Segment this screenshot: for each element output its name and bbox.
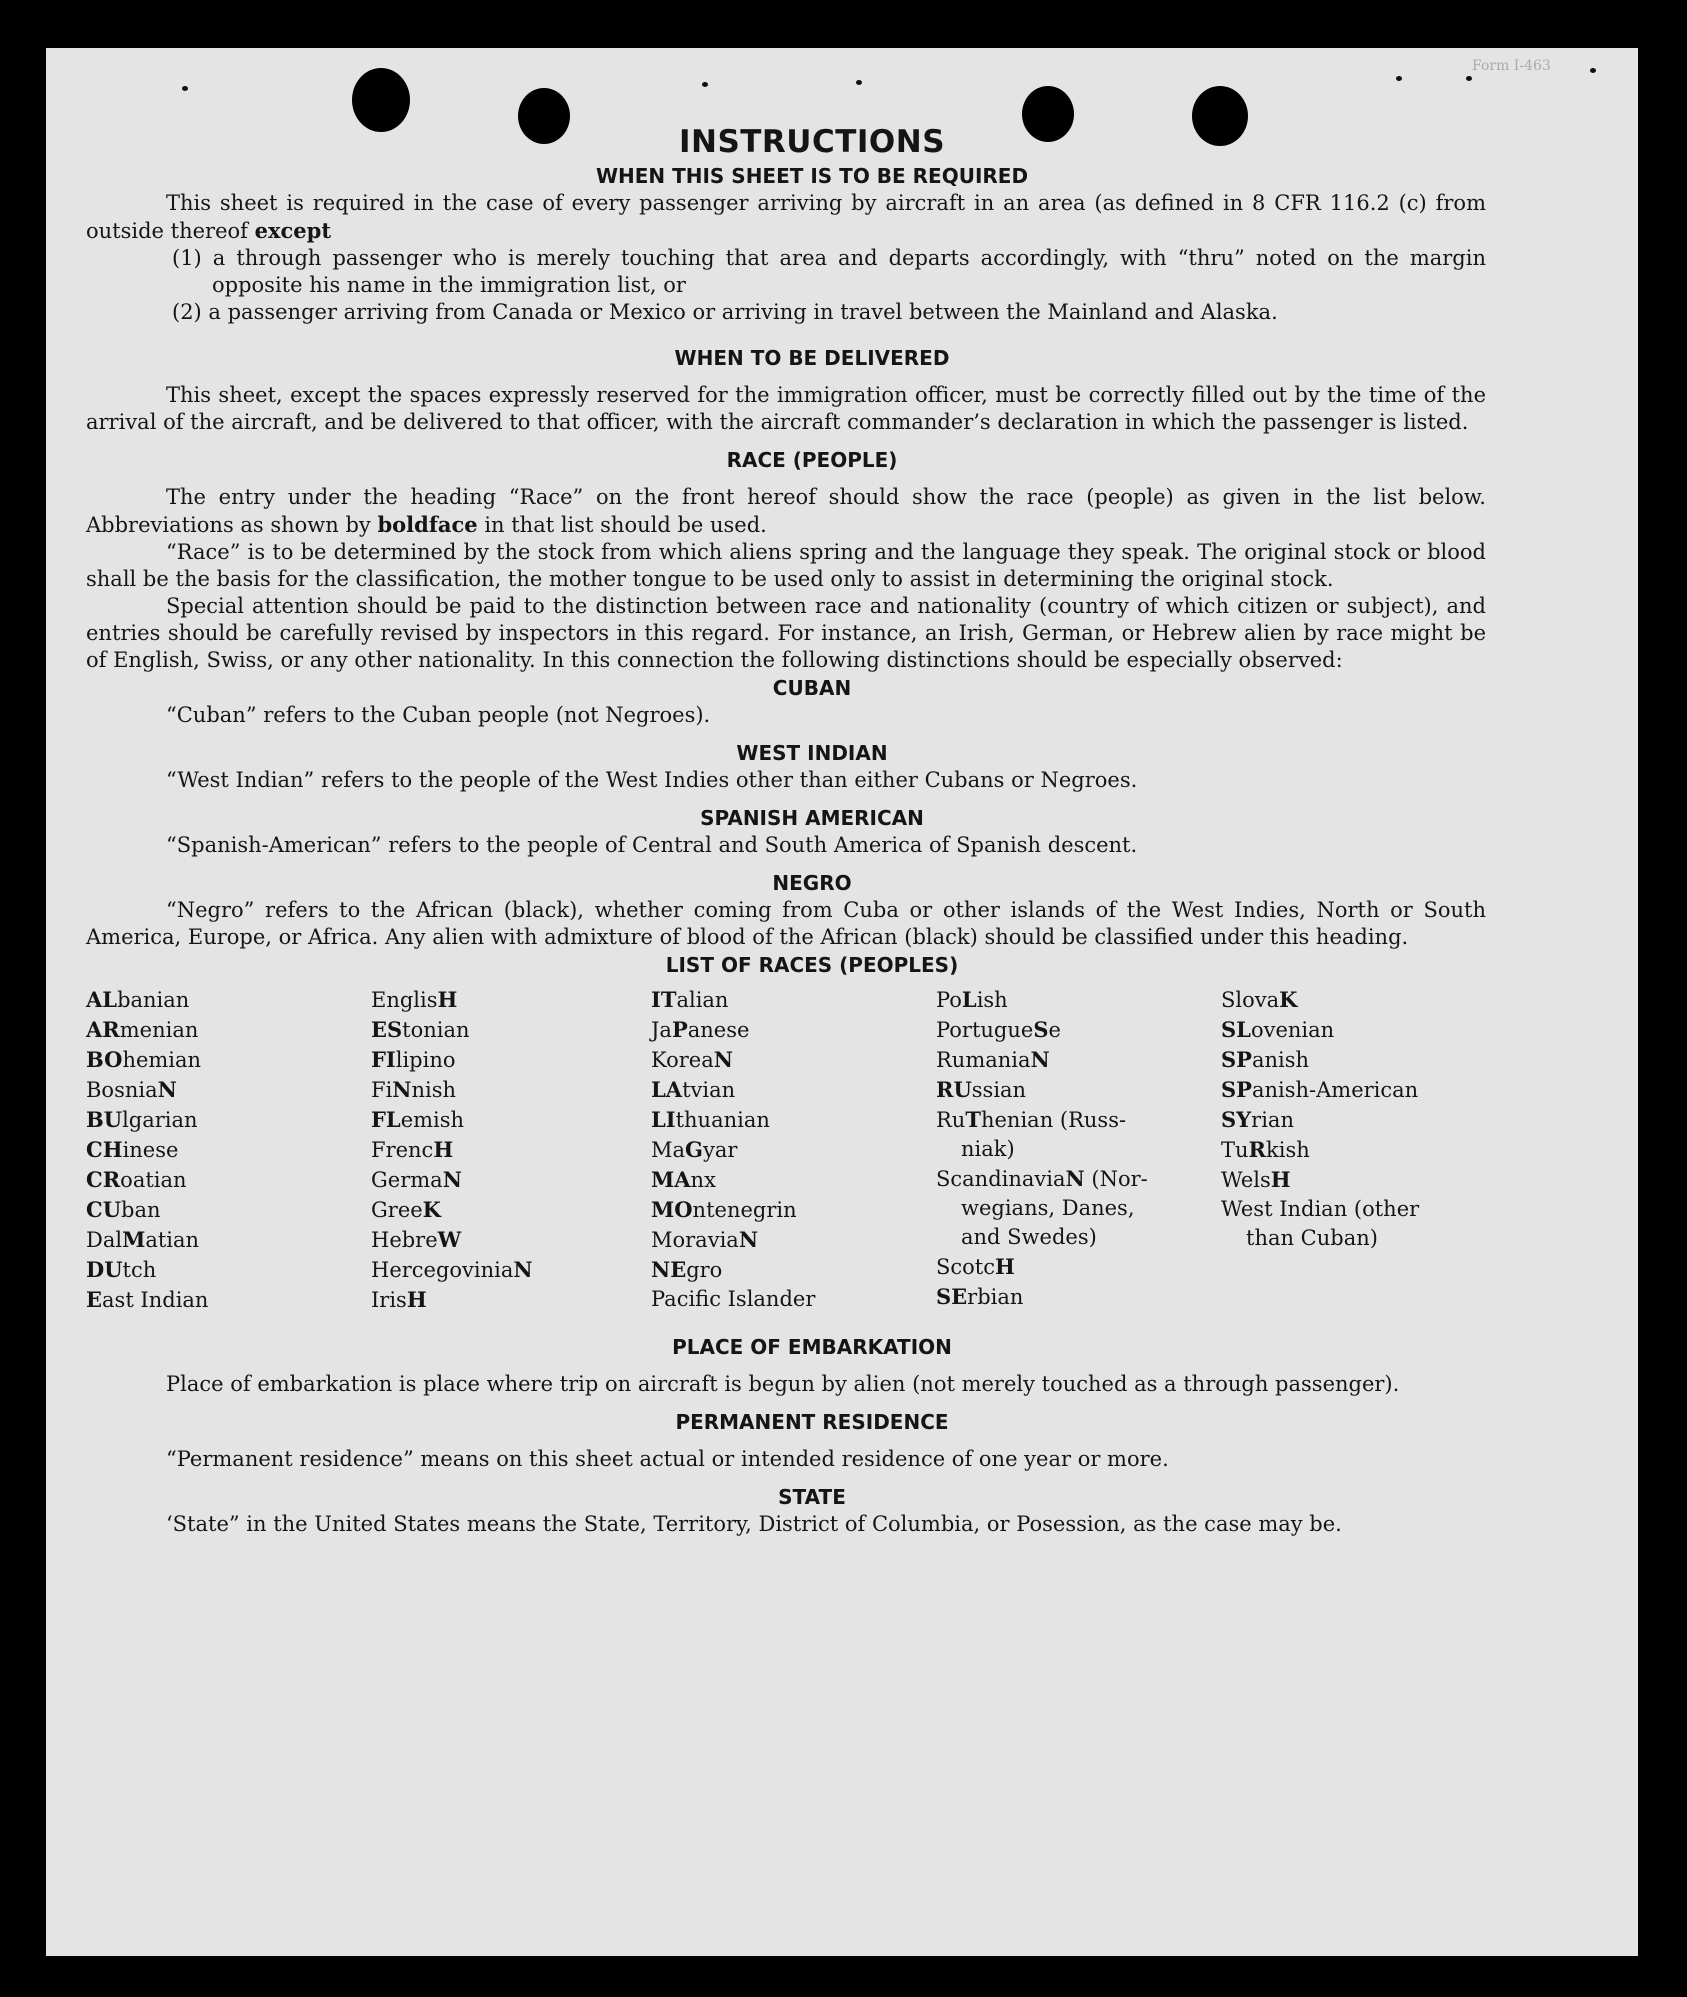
race-entry: HercegoviniaN: [371, 1257, 533, 1282]
race-entry: MaGyar: [651, 1137, 738, 1162]
form-number: Form I-463: [1472, 58, 1551, 74]
race-entry: PortugueSe: [936, 1017, 1061, 1042]
punch-hole: [352, 68, 410, 132]
race-entry: LAtvian: [651, 1077, 736, 1102]
race-list: [86, 985, 1486, 1315]
race-paragraph-1: The entry under the heading “Race” on the front hereof should show the race (people) as given in the list below. Abbreviations as shown by boldface in that list should be used.: [86, 485, 1486, 537]
race-paragraph-3: Special attention should be paid to the distinction between race and nationality (country of which citizen or subject), and entries should be carefully revised by inspectors in this regard. For instance, an Irish, German, or Hebrew alien by race might be of English, Swiss, or any other nationality. In this connection the following distinctions should be especially observed:: [86, 594, 1486, 672]
speck: [182, 86, 188, 91]
race-entry: ITalian: [651, 987, 729, 1012]
race-entry: niak): [961, 1137, 1015, 1161]
instructions-content: [86, 124, 1486, 1538]
race-entry: DalMatian: [86, 1227, 200, 1252]
race-entry: CUban: [86, 1197, 161, 1222]
race-entry: RuThenian (Russ-: [936, 1107, 1127, 1132]
race-entry: LIthuanian: [651, 1107, 770, 1132]
race-entry: BOhemian: [86, 1047, 202, 1072]
residence-text: “Permanent residence” means on this sheet actual or intended residence of one year or more.: [166, 1447, 1169, 1471]
heading-state: STATE: [778, 1485, 846, 1509]
race-entry: EStonian: [371, 1017, 470, 1042]
race-entry: FiNnish: [371, 1077, 457, 1102]
state-text: ‘State” in the United States means the State, Territory, District of Columbia, or Posession, as the case may be.: [166, 1512, 1342, 1536]
race-entry: FrencH: [371, 1137, 454, 1162]
embarkation-text: Place of embarkation is place where trip on aircraft is begun by alien (not merely touched as a through passenger).: [166, 1372, 1400, 1396]
when-required-intro: This sheet is required in the case of every passenger arriving by aircraft in an area (as defined in 8 CFR 116.2 (c) from outside thereof except: [86, 191, 1486, 243]
race-entry: than Cuban): [1246, 1226, 1378, 1250]
heading-cuban: CUBAN: [772, 676, 852, 700]
heading-race: RACE (PEOPLE): [726, 448, 898, 472]
race-entry: and Swedes): [961, 1225, 1097, 1249]
speck: [856, 80, 862, 85]
race-entry: SLovenian: [1221, 1017, 1335, 1042]
race-column: [371, 985, 651, 1315]
race-entry: Pacific Islander: [651, 1287, 816, 1311]
race-entry: SlovaK: [1221, 987, 1298, 1012]
race-entry: DUtch: [86, 1257, 157, 1282]
race-entry: TuRkish: [1221, 1137, 1310, 1162]
spanish-american-text: “Spanish-American” refers to the people of Central and South America of Spanish descent.: [166, 833, 1138, 857]
race-entry: MoraviaN: [651, 1227, 759, 1252]
race-entry: HebreW: [371, 1227, 462, 1252]
race-entry: FLemish: [371, 1107, 465, 1132]
race-entry: ScandinaviaN (Nor-: [936, 1166, 1148, 1191]
race-paragraph-2: “Race” is to be determined by the stock from which aliens spring and the language they speak. The original stock or blood shall be the basis for the classification, the mother tongue to be used only to assist in determining the original stock.: [86, 540, 1486, 591]
race-entry: RUssian: [936, 1077, 1027, 1102]
heading-spanish-american: SPANISH AMERICAN: [700, 806, 924, 830]
race-entry: RumaniaN: [936, 1047, 1050, 1072]
heading-when-delivered: WHEN TO BE DELIVERED: [674, 346, 950, 370]
race-column: [86, 985, 371, 1315]
race-entry: East Indian: [86, 1287, 209, 1312]
page-title: INSTRUCTIONS: [678, 124, 946, 160]
race-entry: SYrian: [1221, 1107, 1294, 1132]
heading-west-indian: WEST INDIAN: [736, 741, 888, 765]
when-required-item-1: (1) a through passenger who is merely touching that area and departs accordingly, with “thru” noted on the margin opposite his name in the immigration list, or: [172, 246, 1486, 297]
race-entry: CHinese: [86, 1137, 179, 1162]
race-entry: West Indian (other: [1221, 1197, 1420, 1221]
race-entry: WelsH: [1221, 1167, 1291, 1192]
cuban-text: “Cuban” refers to the Cuban people (not Negroes).: [166, 703, 711, 727]
race-entry: BUlgarian: [86, 1107, 198, 1132]
race-entry: FIlipino: [371, 1047, 456, 1072]
race-entry: wegians, Danes,: [961, 1196, 1135, 1220]
race-entry: KoreaN: [651, 1047, 733, 1072]
race-column: [936, 985, 1221, 1315]
race-entry: IrisH: [371, 1287, 427, 1312]
race-entry: ARmenian: [86, 1017, 199, 1042]
heading-embarkation: PLACE OF EMBARKATION: [672, 1335, 952, 1359]
race-entry: MOntenegrin: [651, 1197, 797, 1222]
west-indian-text: “West Indian” refers to the people of the West Indies other than either Cubans or Negroes.: [166, 768, 1138, 792]
race-column: [651, 985, 936, 1315]
race-entry: ALbanian: [86, 987, 190, 1012]
race-entry: CRoatian: [86, 1167, 187, 1192]
race-entry: NEgro: [651, 1257, 723, 1282]
heading-negro: NEGRO: [772, 871, 852, 895]
heading-list-of-races: LIST OF RACES (PEOPLES): [665, 953, 959, 977]
when-delivered-text: This sheet, except the spaces expressly reserved for the immigration officer, must be correctly filled out by the time of the arrival of the aircraft, and be delivered to that officer, with the aircraft commander’s declaration in which the passenger is listed.: [86, 383, 1486, 434]
race-entry: GermaN: [371, 1167, 462, 1192]
race-entry: ScotcH: [936, 1254, 1015, 1279]
speck: [1590, 68, 1596, 73]
race-entry: SErbian: [936, 1284, 1024, 1309]
race-entry: PoLish: [936, 987, 1008, 1012]
when-required-item-2: (2) a passenger arriving from Canada or Mexico or arriving in travel between the Mainland and Alaska.: [172, 300, 1278, 324]
speck: [702, 82, 708, 87]
race-entry: BosniaN: [86, 1077, 177, 1102]
heading-when-required: WHEN THIS SHEET IS TO BE REQUIRED: [595, 164, 1029, 188]
race-entry: GreeK: [371, 1197, 441, 1222]
race-entry: EnglisH: [371, 987, 458, 1012]
race-entry: JaPanese: [651, 1017, 750, 1042]
race-entry: MAnx: [651, 1167, 716, 1192]
speck: [1466, 76, 1472, 81]
race-column: [1221, 985, 1481, 1315]
race-entry: SPanish-American: [1221, 1077, 1419, 1102]
race-entry: SPanish: [1221, 1047, 1310, 1072]
negro-text: “Negro” refers to the African (black), whether coming from Cuba or other islands of the West Indies, North or South America, Europe, or Africa. Any alien with admixture of blood of the African (black) should be classified under this heading.: [86, 898, 1486, 949]
heading-permanent-residence: PERMANENT RESIDENCE: [675, 1410, 949, 1434]
speck: [1396, 76, 1402, 81]
